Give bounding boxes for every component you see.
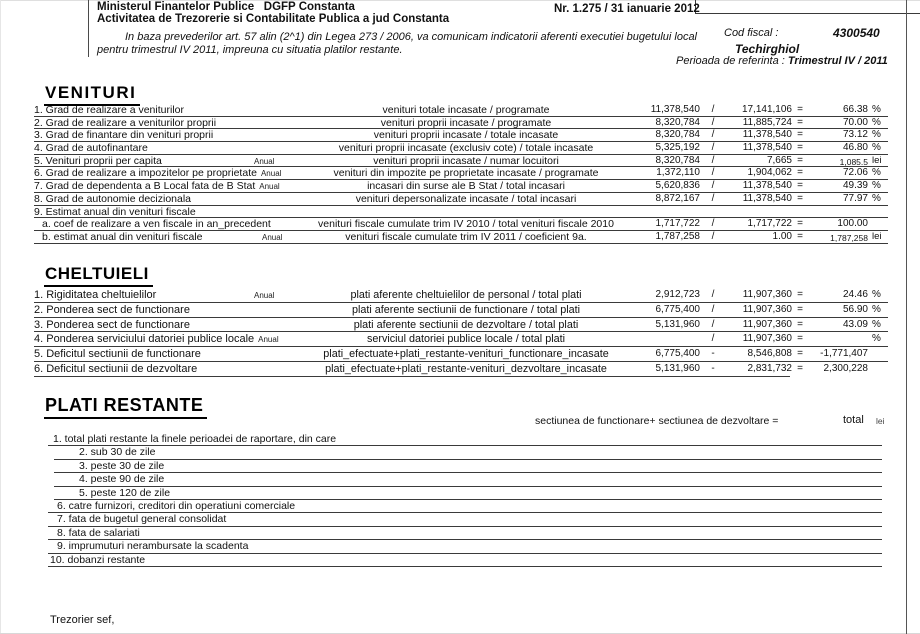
indicator-formula: venituri proprii incasate / programate [380,116,552,129]
indicator-operator: / [711,289,715,300]
plati-restante-note: sectiunea de functionare+ sectiunea de dezvoltare = [535,415,779,427]
indicator-row [34,129,888,142]
plati-restante-item-label: 6. catre furnizori, creditori din operatiuni comerciale [57,499,296,512]
indicator-value-2: 8,546,808 [747,348,792,360]
indicator-unit: % [872,180,881,192]
indicator-value-2: 11,885,724 [742,116,792,128]
indicator-unit: % [872,104,881,115]
indicator-value-1: 1,717,722 [655,218,700,230]
indicator-result: 66.38 [842,104,868,115]
indicator-frequency: Anual [259,182,280,192]
indicator-unit: % [872,192,881,204]
indicator-formula: plati_efectuate+plati_restante-venituri_dezvoltare_incasate [325,362,607,375]
indicator-row [34,180,888,193]
indicator-unit: % [872,333,881,345]
intro-paragraph [97,31,697,57]
plati-restante-item-label: 2. sub 30 de zile [79,446,156,459]
indicator-value-2: 7,665 [766,154,792,166]
indicator-label-group [34,231,294,243]
indicator-label-group [34,363,294,375]
indicator-operator: / [711,142,715,154]
indicator-label: 7. Grad de dependenta a B Local fata de B Stat [34,180,256,193]
indicator-equals-sign: = [797,104,803,115]
plati-restante-item [48,540,882,553]
indicator-row [34,193,888,206]
indicator-operator: / [711,218,715,230]
indicator-formula: venituri totale incasate / programate [382,104,550,116]
plati-restante-item [48,527,882,540]
indicator-value-1: 6,775,400 [655,348,700,360]
indicator-formula: incasari din surse ale B Stat / total incasari [367,180,565,193]
indicator-label-group [34,117,294,129]
plati-restante-item-label: 8. fata de salariati [57,526,140,539]
indicator-formula: plati aferente sectiunii de functionare / total plati [351,303,581,316]
indicator-label: 3. Ponderea sect de functionare [34,318,190,331]
indicator-value-1: 5,325,192 [655,142,700,154]
plati-restante-item-label: 5. peste 120 de zile [79,486,171,499]
indicator-formula: serviciul datoriei publice locale / total plati [366,333,566,346]
cheltuieli-table [34,288,888,377]
indicator-value-1: 5,131,960 [655,318,700,330]
signature-label: Trezorier sef, [50,614,115,626]
indicator-frequency: Anual [260,169,282,179]
section-title-plati-restante: PLATI RESTANTE [44,395,207,419]
indicator-operator: - [711,362,715,374]
indicator-result: 72.06 [842,167,868,179]
indicator-unit: % [872,289,881,300]
indicator-result: 1,787,258 [830,232,868,243]
reference-period-label: Perioada de referinta : [676,55,788,67]
indicator-label-group [34,218,294,230]
indicator-operator: / [711,154,715,166]
indicator-label: 4. Grad de autofinantare [34,142,148,155]
indicator-label: 2. Grad de realizare a veniturilor proprii [34,116,217,129]
indicator-formula: venituri fiscale cumulate trim IV 2011 / coeficient 9a. [345,230,587,243]
indicator-equals-sign: = [797,333,803,345]
indicator-operator: / [711,333,715,345]
plati-restante-item [48,554,882,567]
indicator-value-1: 11,378,540 [650,104,700,115]
indicator-result: 1,085.5 [839,156,868,167]
indicator-label: 1. Rigiditatea cheltuielilor [34,289,157,301]
plati-restante-item [48,513,882,526]
indicator-result: 56.90 [842,303,868,315]
indicator-result: 43.09 [842,318,868,330]
indicator-value-2: 11,378,540 [742,180,792,192]
indicator-value-2: 11,907,360 [742,303,792,315]
indicator-formula: venituri proprii incasate / totale incasate [373,129,559,142]
plati-restante-item [48,500,882,513]
indicator-unit: % [872,167,881,179]
indicator-result: 73.12 [842,129,868,141]
indicator-row [34,288,888,303]
plati-restante-item [54,487,882,500]
indicator-row [34,142,888,155]
indicator-formula: plati aferente sectiunii de dezvoltare / total plati [353,318,579,331]
indicator-operator: / [711,129,715,141]
indicator-equals-sign: = [797,362,803,374]
indicator-unit: % [872,129,881,141]
indicator-equals-sign: = [797,218,803,230]
indicator-equals-sign: = [797,318,803,330]
indicator-value-2: 11,378,540 [742,142,792,154]
plati-restante-item-label: 3. peste 30 de zile [79,459,165,472]
indicator-label: 6. Grad de realizare a impozitelor pe proprietate [34,167,257,180]
indicator-formula: venituri fiscale cumulate trim IV 2010 / total venituri fiscale 2010 [318,218,614,231]
indicator-label: 1. Grad de realizare a veniturilor [34,104,184,116]
indicator-unit: % [872,318,881,330]
indicator-value-1: 8,320,784 [655,116,700,128]
indicator-value-2: 17,141,106 [741,104,792,115]
indicator-result: 70.00 [842,116,868,128]
indicator-equals-sign: = [797,303,803,315]
plati-restante-total-unit: lei [876,416,885,426]
indicator-equals-sign: = [797,230,803,242]
indicator-value-2: 11,907,360 [742,289,792,300]
plati-restante-item [54,446,882,459]
indicator-label-group [34,348,294,360]
locality-name: Techirghiol [735,42,800,56]
intro-line1: In baza prevederilor art. 57 alin (2^1) din Legea 273 / 2006, va comunicam indicatorii aferenti executiei bugetului local [125,31,697,43]
indicator-frequency: Anual [262,232,283,242]
indicator-row [34,303,888,318]
indicator-equals-sign: = [797,142,803,154]
plati-restante-item-label: 7. fata de bugetul general consolidat [57,513,227,526]
indicator-label-group [34,180,294,192]
indicator-operator: / [711,230,715,242]
plati-restante-item-label: 10. dobanzi restante [50,553,146,566]
header-left-rule [88,0,89,57]
indicator-row [34,155,888,168]
indicator-row [34,318,888,333]
indicator-operator: / [711,318,715,330]
indicator-label: 5. Deficitul sectiunii de functionare [34,348,201,361]
indicator-label-group [34,167,294,179]
indicator-row [34,167,888,180]
indicator-formula: venituri din impozite pe proprietate incasate / programate [333,167,599,180]
indicator-label-group [34,193,294,205]
indicator-operator: / [711,303,715,315]
issuer-line1: Ministerul Finantelor Publice DGFP Constanta [97,1,355,13]
indicator-row [34,332,888,347]
indicator-row [34,231,888,244]
indicator-equals-sign: = [797,348,803,360]
intro-line2: pentru trimestrul IV 2011, impreuna cu situatia platilor restante. [97,44,403,56]
indicator-label-group [34,142,294,154]
indicator-row [34,206,888,219]
indicator-row [34,117,888,130]
indicator-unit: % [872,303,881,315]
indicator-value-2: 11,378,540 [742,129,792,141]
indicator-value-1: 8,320,784 [655,129,700,141]
indicator-value-1: 1,787,258 [655,230,700,242]
indicator-result: 2,300,228 [823,362,868,374]
indicator-equals-sign: = [797,289,803,300]
indicator-value-2: 11,907,360 [742,333,792,345]
indicator-unit: lei [872,154,882,166]
indicator-equals-sign: = [797,167,803,179]
indicator-operator: / [711,116,715,128]
section-title-cheltuieli: CHELTUIELI [44,264,153,287]
indicator-unit: lei [872,230,882,242]
indicator-value-1: 2,912,723 [655,289,700,300]
indicator-label: 8. Grad de autonomie decizionala [34,192,192,205]
indicator-operator: - [711,348,715,360]
indicator-operator: / [711,167,715,179]
indicator-formula: venituri proprii incasate / numar locuitori [373,154,559,167]
indicator-value-1: 8,320,784 [655,154,700,166]
indicator-frequency: Anual [254,156,275,166]
page-right-rule [906,0,907,634]
indicator-label-group [34,289,294,301]
indicator-operator: / [711,192,715,204]
indicator-result: 100.00 [837,218,868,230]
indicator-label: a. coef de realizare a ven fiscale in an_precedent [42,218,271,231]
indicator-row [34,362,888,377]
indicator-operator: / [711,180,715,192]
indicator-label-group [34,155,294,167]
indicator-value-2: 1,717,722 [747,218,792,230]
plati-restante-item-label: 1. total plati restante la finele perioadei de raportare, din care [53,433,337,445]
indicator-frequency: Anual [258,335,279,345]
section-title-venituri: VENITURI [44,83,140,106]
page-left-edge-line [0,0,1,634]
indicator-result: 46.80 [842,142,868,154]
indicator-value-2: 2,831,732 [747,362,792,374]
indicator-value-1: 8,872,167 [655,192,700,204]
issuer-block [97,2,449,25]
indicator-value-2: 1,904,062 [747,167,792,179]
indicator-label-group [34,206,294,218]
indicator-value-2: 11,907,360 [742,318,792,330]
indicator-label-group [34,104,294,116]
plati-restante-item [48,433,882,446]
indicator-equals-sign: = [797,116,803,128]
indicator-value-1: 5,620,836 [655,180,700,192]
plati-restante-item-label: 4. peste 90 de zile [79,473,165,486]
indicator-value-1: 5,131,960 [655,362,700,374]
indicator-value-1: 1,372,110 [656,167,700,179]
indicator-label: 6. Deficitul sectiunii de dezvoltare [34,362,198,375]
indicator-label-group [34,333,294,345]
plati-restante-item-label: 9. imprumuturi nerambursate la scadenta [57,540,249,553]
issuer-line2: Activitatea de Trezorerie si Contabilitate Publica a jud Constanta [97,12,450,25]
indicator-result: 24.46 [842,289,868,300]
reference-period [676,55,888,67]
indicator-result: 49.39 [842,180,868,192]
fiscal-code-label: Cod fiscal : [724,27,779,39]
indicator-row [34,104,888,117]
indicator-value-1: 6,775,400 [655,303,700,315]
plati-restante-list [48,433,882,567]
indicator-row [34,218,888,231]
indicator-label: b. estimat anual din venituri fiscale [42,230,203,243]
reference-period-value: Trimestrul IV / 2011 [787,55,888,67]
indicator-equals-sign: = [797,154,803,166]
fiscal-code-value: 4300540 [833,26,880,40]
indicator-formula: plati aferente cheltuielilor de personal / total plati [350,289,582,301]
indicator-label: 2. Ponderea sect de functionare [34,303,190,316]
indicator-unit: % [872,142,881,154]
indicator-value-2: 1.00 [772,230,792,242]
indicator-label: 4. Ponderea serviciului datoriei publice locale [34,333,255,346]
header-box-horizontal-rule [695,13,920,14]
indicator-label: 9. Estimat anual din venituri fiscale [34,205,196,218]
plati-restante-item [54,473,882,486]
indicator-operator: / [711,104,715,115]
plati-restante-item [54,460,882,473]
indicator-label: 5. Venituri proprii per capita [34,154,162,167]
indicator-result: -1,771,407 [820,348,868,360]
indicator-unit: % [872,116,881,128]
indicator-value-2: 11,378,540 [742,192,792,204]
indicator-equals-sign: = [797,192,803,204]
indicator-equals-sign: = [797,180,803,192]
indicator-label: 3. Grad de finantare din venituri proprii [34,129,214,142]
indicator-frequency: Anual [254,291,275,300]
indicator-formula: venituri proprii incasate (exclusiv cote) / totale incasate [338,142,594,155]
indicator-label-group [34,319,294,331]
indicator-label-group [34,304,294,316]
venituri-table [34,104,888,244]
indicator-result: 77.97 [842,192,868,204]
document-number: Nr. 1.275 / 31 ianuarie 2012 [554,3,700,15]
plati-restante-total-label: total [843,414,864,426]
indicator-equals-sign: = [797,129,803,141]
indicator-label-group [34,129,294,141]
indicator-formula: venituri depersonalizate incasate / total incasari [355,192,577,205]
indicator-formula: plati_efectuate+plati_restante-venituri_functionare_incasate [323,348,609,361]
indicator-row [34,347,888,362]
